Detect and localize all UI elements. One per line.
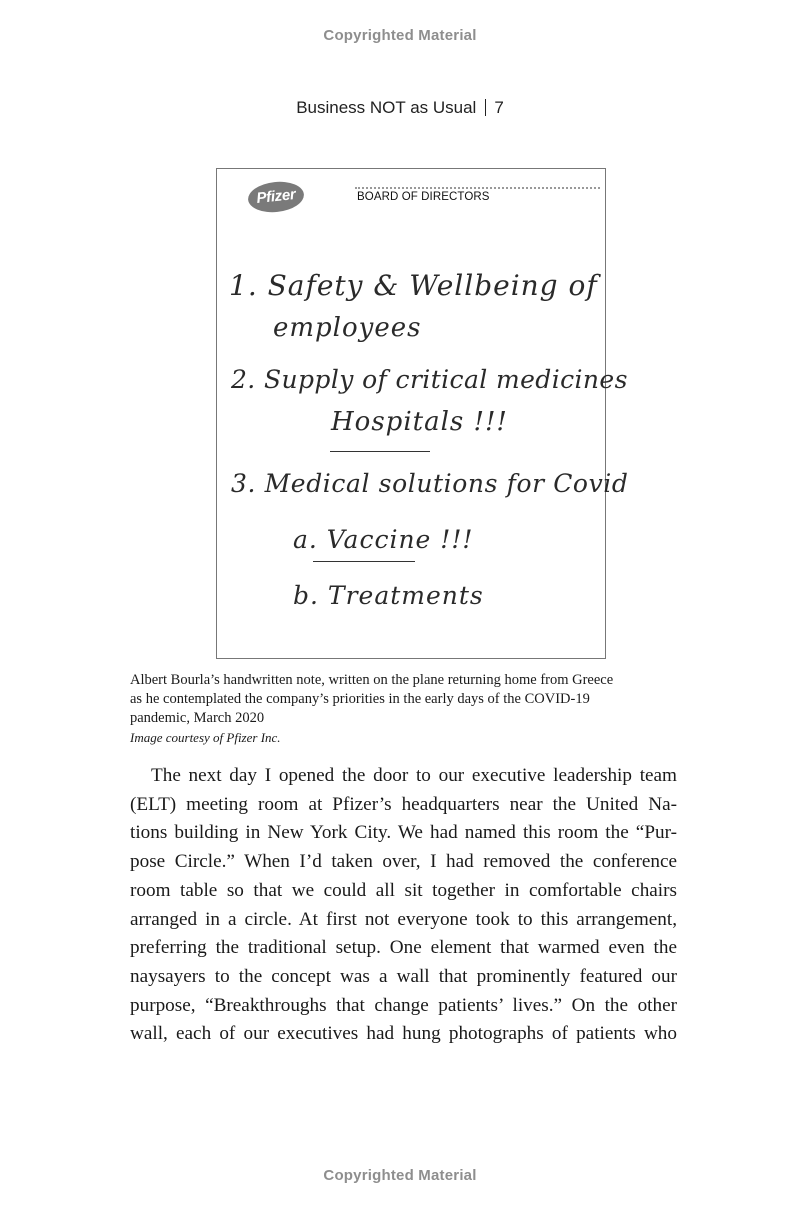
- note-line-4: Hospitals !!!: [331, 407, 508, 437]
- note-line-7: b. Treatments: [293, 581, 484, 610]
- body-line: tions building in New York City. We had named this room the “Pur-: [130, 822, 677, 844]
- note-line-2: employees: [273, 313, 422, 343]
- running-head-divider: [485, 99, 486, 116]
- body-line: arranged in a circle. At first not everyone took to this arrangement,: [130, 908, 677, 930]
- body-line: pose Circle.” When I’d taken over, I had removed the conference: [130, 851, 677, 873]
- caption-line: pandemic, March 2020: [130, 710, 265, 726]
- letterhead-dotted-rule: [355, 187, 600, 189]
- body-line: The next day I opened the door to our executive leadership team: [151, 765, 677, 786]
- running-head: [0, 98, 800, 118]
- body-line: purpose, “Breakthroughs that change patients’ lives.” On the other: [130, 994, 677, 1016]
- note-line-5: 3. Medical solutions for Covid: [231, 469, 629, 498]
- note-line-1: 1. Safety & Wellbeing of: [229, 269, 598, 302]
- body-line: preferring the traditional setup. One element that warmed even the: [130, 937, 677, 959]
- handwritten-note-image: [216, 168, 629, 659]
- letterhead-label: BOARD OF DIRECTORS: [357, 191, 490, 203]
- body-line: wall, each of our executives had hung photographs of patients who: [130, 1023, 677, 1045]
- caption-line: Albert Bourla’s handwritten note, written on the plane returning home from Greece: [130, 672, 614, 688]
- copyright-watermark-top: Copyrighted Material: [323, 27, 477, 44]
- body-paragraph: [130, 762, 677, 1049]
- pfizer-logo: Pfizer: [247, 179, 306, 215]
- hospitals-underline: [330, 451, 430, 452]
- caption-line: as he contemplated the company’s priorities in the early days of the COVID-19: [130, 691, 590, 707]
- vaccine-underline: [313, 561, 415, 562]
- figure-caption: [130, 671, 675, 747]
- running-head-title: Business NOT as Usual: [296, 98, 477, 117]
- page-number: 7: [494, 98, 504, 117]
- copyright-watermark-bottom: Copyrighted Material: [323, 1167, 477, 1184]
- note-line-6: a. Vaccine !!!: [293, 525, 474, 554]
- body-line: room table so that we could all sit together in comfortable chairs: [130, 879, 677, 901]
- body-line: naysayers to the concept was a wall that prominently featured our: [130, 965, 677, 987]
- image-credit: Image courtesy of Pfizer Inc.: [130, 730, 281, 745]
- note-line-3: 2. Supply of critical medicines: [231, 365, 628, 394]
- body-line: (ELT) meeting room at Pfizer’s headquarters near the United Na-: [130, 793, 677, 815]
